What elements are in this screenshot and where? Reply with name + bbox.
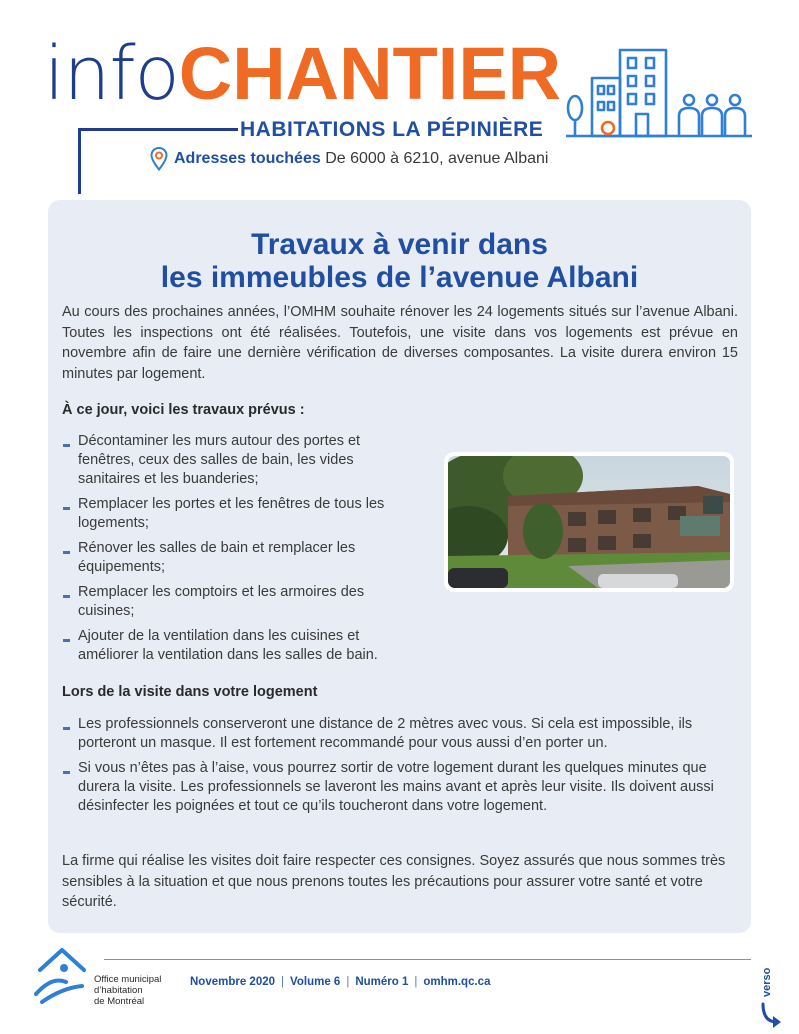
brand-main: CHANTIER xyxy=(178,32,562,115)
article-title-line2: les immeubles de l’avenue Albani xyxy=(160,261,639,294)
works-heading: À ce jour, voici les travaux prévus : xyxy=(62,402,305,418)
intro-paragraph: Au cours des prochaines années, l’OMHM souhaite rénover les 24 logements situés sur l’avenue Albani. Toutes les inspections ont été réalisées. Toutefois, une visite dans vos logements est prévue en novembre afin de faire une dernière vérification de diverses composantes. La visite durera environ 15 minutes par logement. xyxy=(62,304,738,382)
address-value: De 6000 à 6210, avenue Albani xyxy=(325,150,549,167)
issue-volume: Volume 6 xyxy=(290,976,341,988)
visit-heading: Lors de la visite dans votre logement xyxy=(62,684,318,700)
article-title-line1: Travaux à venir dans xyxy=(251,228,548,261)
verso-label: verso xyxy=(761,967,773,997)
visit-list xyxy=(62,715,742,822)
list-item: Rénover les salles de bain et remplacer les équipements; xyxy=(62,539,402,577)
list-item: Décontaminer les murs autour des portes et fenêtres, ceux des salles de bain, les vides sanitaires et les buanderies; xyxy=(62,432,402,489)
list-item: Remplacer les comptoirs et les armoires des cuisines; xyxy=(62,583,402,621)
verso-indicator[interactable] xyxy=(757,962,787,1032)
address-row xyxy=(150,144,548,174)
list-item: Ajouter de la ventilation dans les cuisines et améliorer la ventilation dans les salles de bain. xyxy=(62,627,402,665)
website-link[interactable]: omhm.qc.ca xyxy=(423,976,491,988)
omhm-logo-icon xyxy=(32,944,92,1006)
list-item: Remplacer les portes et les fenêtres de tous les logements; xyxy=(62,495,402,533)
org-line: Office municipal xyxy=(94,974,162,985)
header-frame-horizontal xyxy=(78,128,238,131)
brand-title xyxy=(44,31,562,117)
list-item: Si vous n’êtes pas à l’aise, vous pourrez sortir de votre logement durant les quelques minutes que durera la visite. Les professionnels se laveront les mains avant et après leur visite. Ils doivent aussi désinfecter les poignées et tout ce qu’ils toucheront dans votre logement. xyxy=(62,759,742,816)
building-photo xyxy=(448,456,730,588)
curved-arrow-icon xyxy=(759,1002,783,1028)
organization-name xyxy=(94,974,161,1007)
footer-meta: Novembre 2020 | Volume 6 | Numéro 1 | omhm.qc.ca xyxy=(190,976,491,988)
location-pin-icon xyxy=(150,147,168,171)
footer-divider xyxy=(104,959,751,960)
org-line: d’habitation xyxy=(94,985,143,996)
issue-number: Numéro 1 xyxy=(355,976,409,988)
closing-paragraph: La firme qui réalise les visites doit faire respecter ces consignes. Soyez assurés que nous sommes très sensibles à la situation et que nous prenons toutes les précautions pour assurer votre santé et votre sécurité. xyxy=(62,853,726,910)
project-name: HABITATIONS LA PÉPINIÈRE xyxy=(240,118,544,141)
list-item: Les professionnels conserveront une distance de 2 mètres avec vous. Si cela est impossible, ils porteront un masque. Il est fortement recommandé pour vous aussi d’en porter un. xyxy=(62,715,742,753)
building-illustration-icon xyxy=(562,44,754,140)
works-list xyxy=(62,432,402,671)
building-photo-frame xyxy=(444,452,734,592)
issue-date: Novembre 2020 xyxy=(190,976,276,988)
brand-prefix: info xyxy=(44,31,179,117)
address-label: Adresses touchées xyxy=(174,150,321,167)
article-title xyxy=(48,228,751,294)
header-frame-vertical xyxy=(78,128,81,194)
org-line: de Montréal xyxy=(94,996,145,1007)
